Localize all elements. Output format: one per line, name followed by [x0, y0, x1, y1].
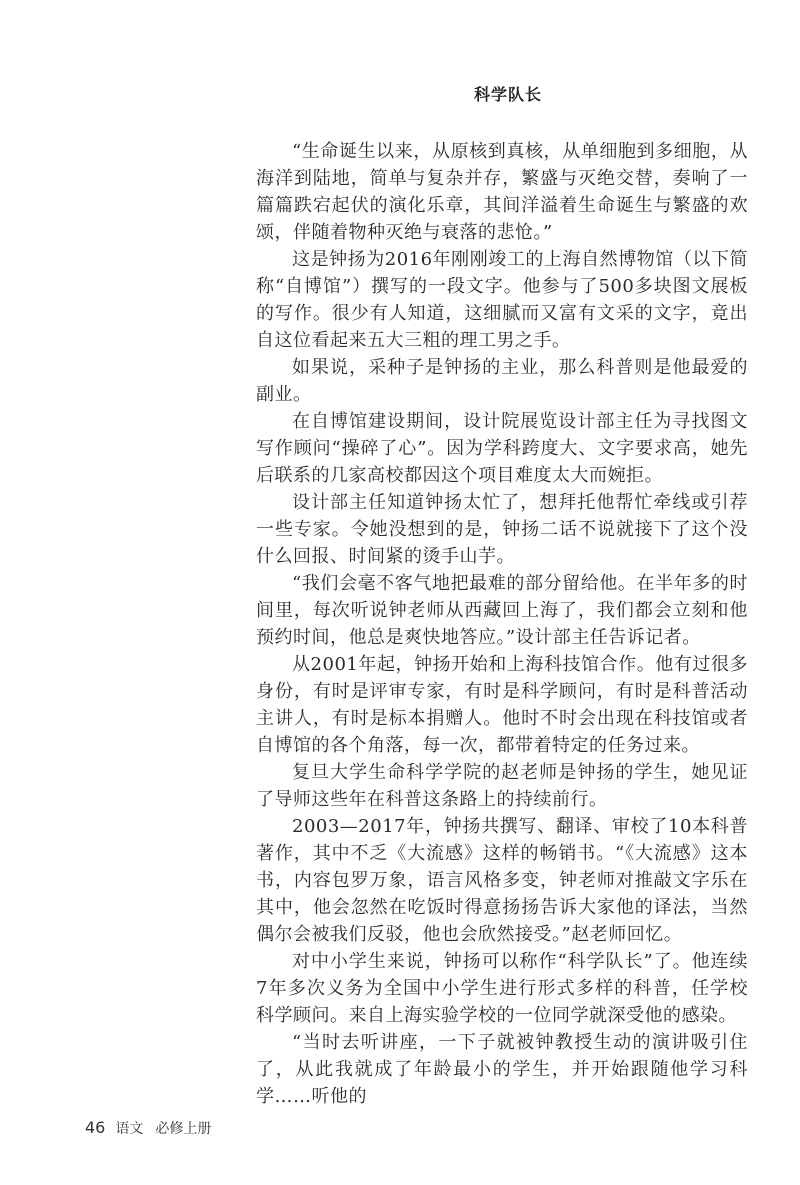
paragraph: 如果说，采种子是钟扬的主业，那么科普则是他最爱的副业。 — [256, 357, 748, 405]
paragraph: “当时去听讲座，一下子就被钟教授生动的演讲吸引住了，从此我就成了年龄最小的学生，并开始跟随他学习科学……听他的 — [256, 1032, 748, 1107]
paragraph: 对中小学生来说，钟扬可以称作“科学队长”了。他连续7年多次义务为全国中小学生进行形式多样的科普，任学校科学顾问。来自上海实验学校的一位同学就深受他的感染。 — [256, 951, 748, 1026]
paragraph: 从2001年起，钟扬开始和上海科技馆合作。他有过很多身份，有时是评审专家，有时是科学顾问，有时是科普活动主讲人，有时是标本捐赠人。他时不时会出现在科技馆或者自博馆的各个角落，每一次，都带着特定的任务过来。 — [256, 654, 748, 756]
page-footer — [85, 1118, 211, 1138]
paragraph: “我们会毫不客气地把最难的部分留给他。在半年多的时间里，每次听说钟老师从西藏回上海了，我们都会立刻和他预约时间，他总是爽快地答应。”设计部主任告诉记者。 — [256, 573, 748, 648]
footer-subject: 语文 — [115, 1121, 144, 1137]
article-body — [256, 138, 748, 1110]
paragraph: 这是钟扬为2016年刚刚竣工的上海自然博物馆（以下简称“自博馆”）撰写的一段文字。他参与了500多块图文展板的写作。很少有人知道，这细腻而又富有文采的文字，竟出自这位看起来五大三粗的理工男之手。 — [256, 249, 748, 351]
paragraph: 2003—2017年，钟扬共撰写、翻译、审校了10本科普著作，其中不乏《大流感》这样的畅销书。“《大流感》这本书，内容包罗万象，语言风格多变，钟老师对推敲文字乐在其中，他会忽然在吃饭时得意扬扬告诉大家他的译法，当然偶尔会被我们反驳，他也会欣然接受。”赵老师回忆。 — [256, 816, 748, 945]
paragraph: 设计部主任知道钟扬太忙了，想拜托他帮忙牵线或引荐一些专家。令她没想到的是，钟扬二话不说就接下了这个没什么回报、时间紧的烫手山芋。 — [256, 492, 748, 567]
footer-volume: 必修上册 — [155, 1121, 212, 1137]
page-number: 46 — [85, 1118, 106, 1137]
paragraph: 在自博馆建设期间，设计院展览设计部主任为寻找图文写作顾问“操碎了心”。因为学科跨度大、文字要求高，她先后联系的几家高校都因这个项目难度太大而婉拒。 — [256, 411, 748, 486]
paragraph: “生命诞生以来，从原核到真核，从单细胞到多细胞，从海洋到陆地，简单与复杂并存，繁盛与灭绝交替，奏响了一篇篇跌宕起伏的演化乐章，其间洋溢着生命诞生与繁盛的欢颂，伴随着物种灭绝与衰落的悲怆。” — [256, 141, 748, 243]
paragraph: 复旦大学生命科学学院的赵老师是钟扬的学生，她见证了导师这些年在科普这条路上的持续前行。 — [256, 762, 748, 810]
page-title: 科学队长 — [473, 85, 542, 104]
